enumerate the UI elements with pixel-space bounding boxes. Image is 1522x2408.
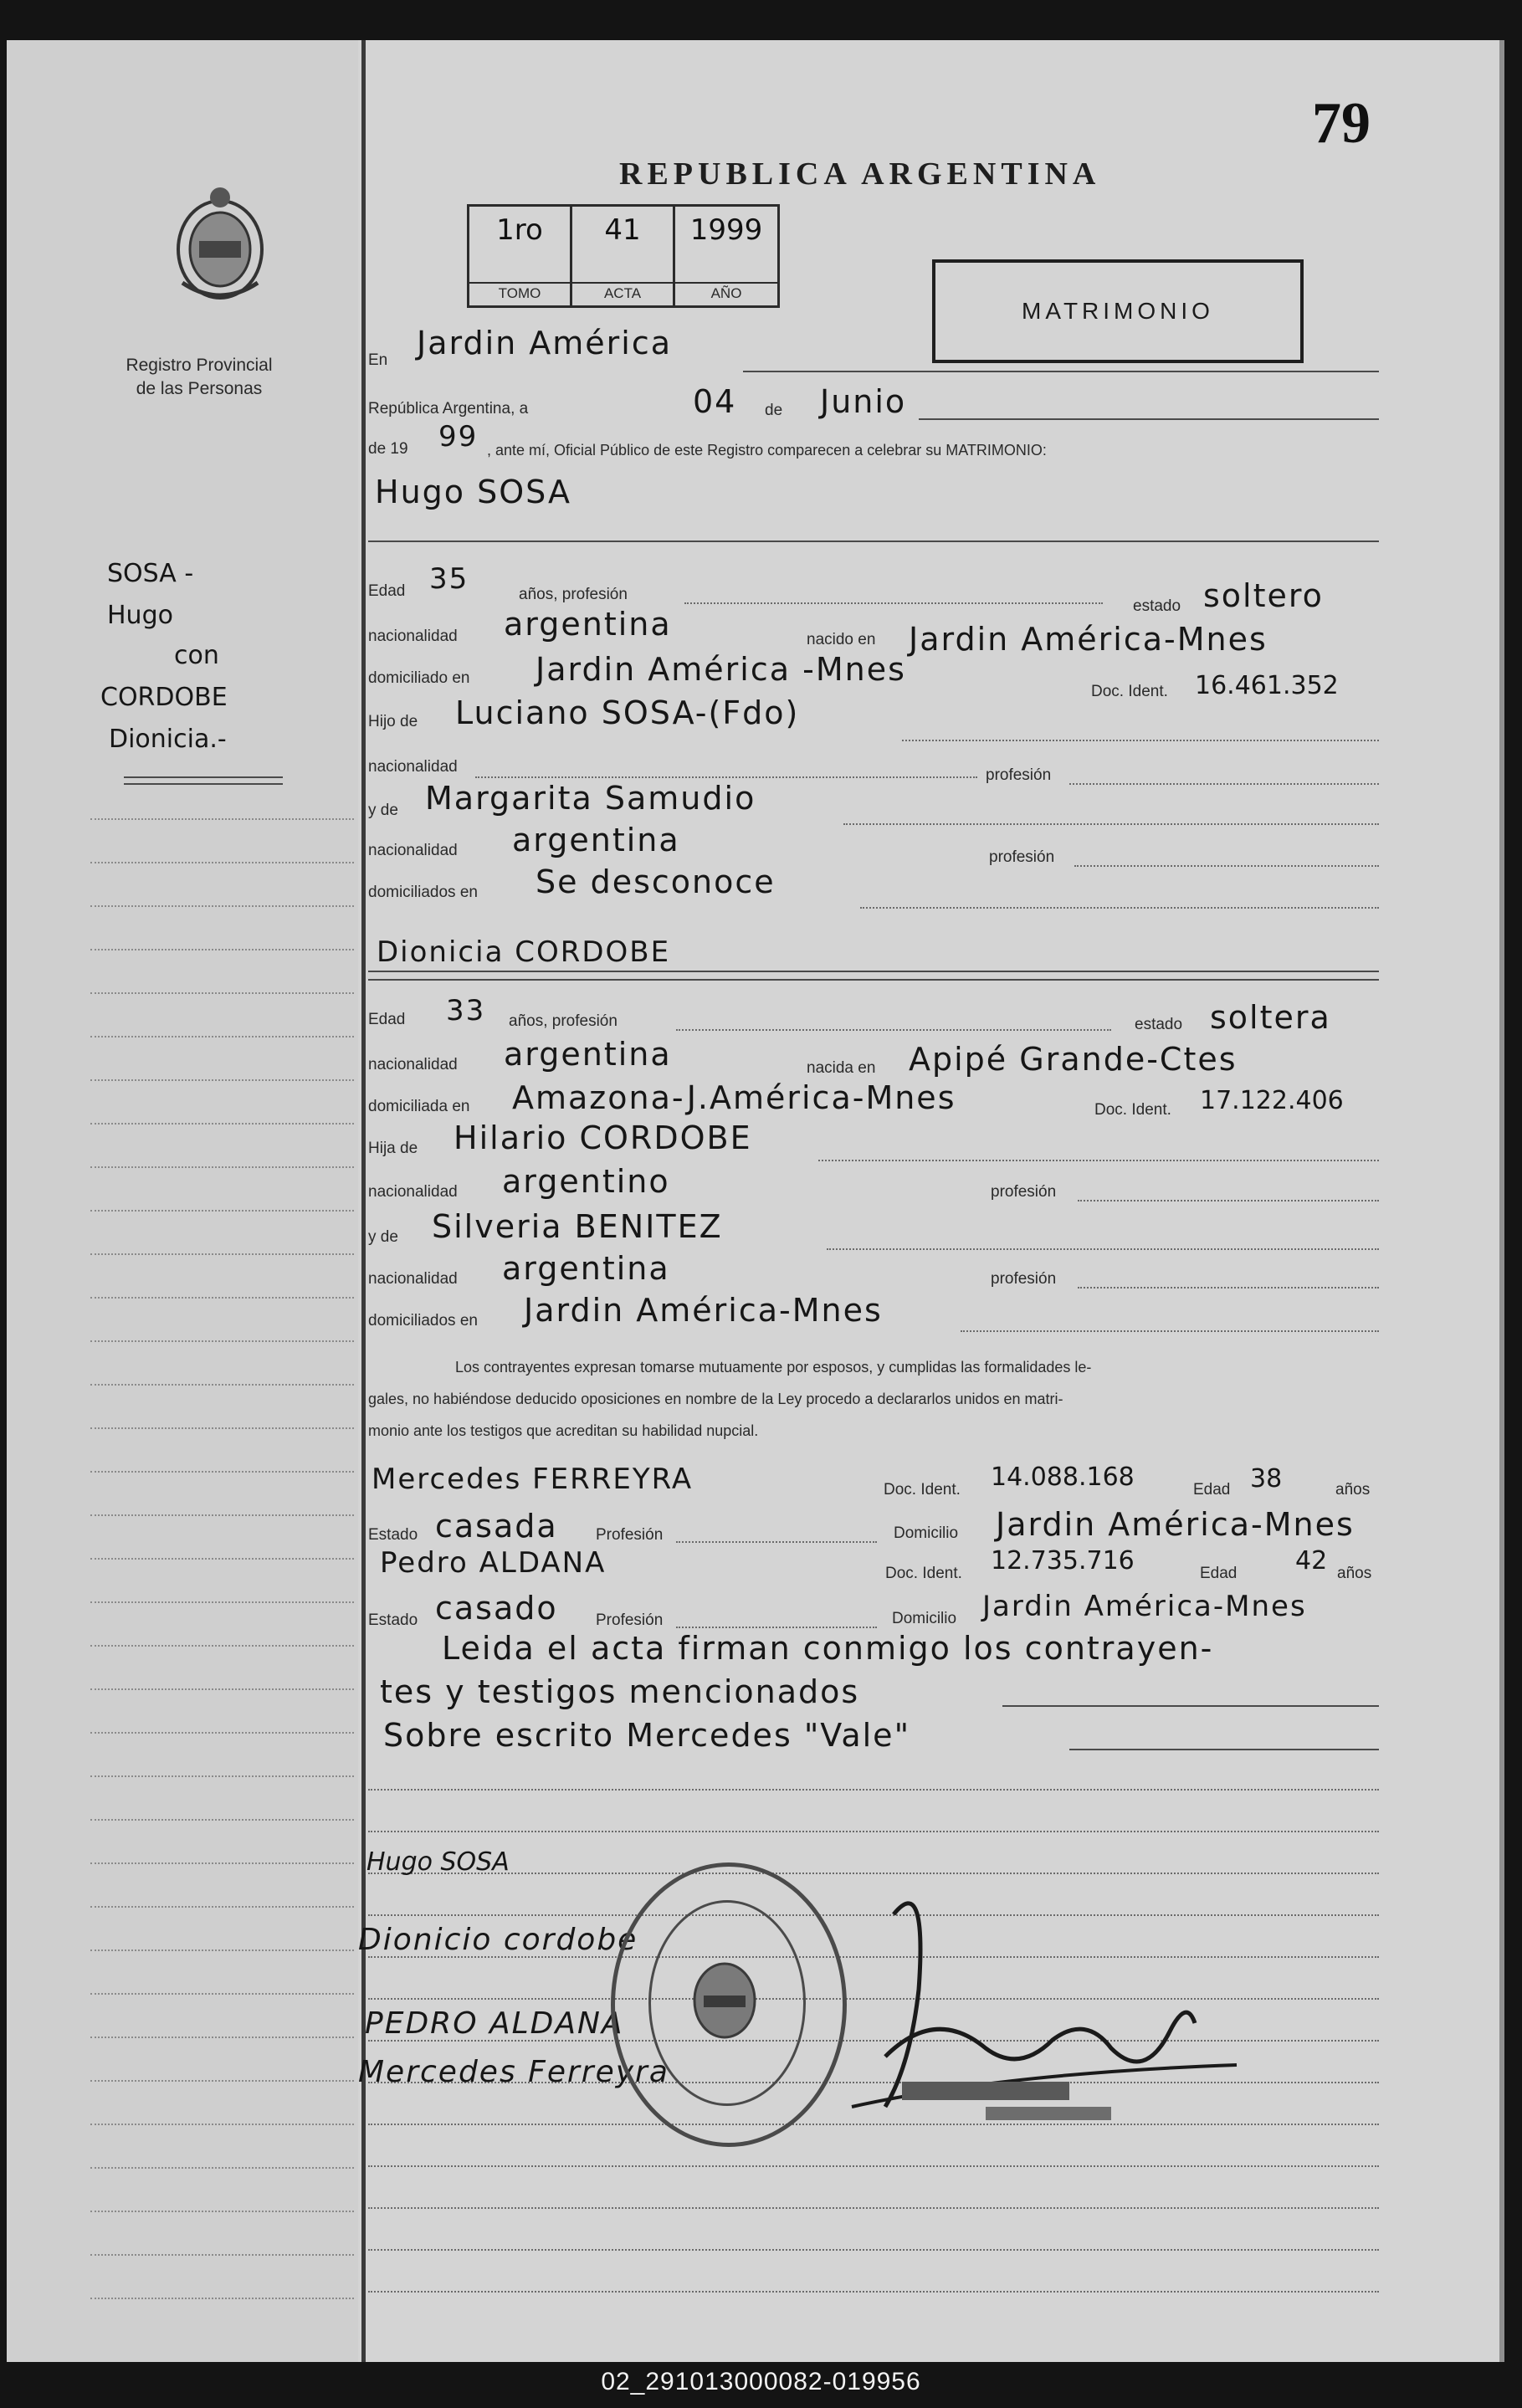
witness-2-dom-label: Domicilio	[892, 1610, 957, 1627]
margin-ruled-line	[90, 2254, 354, 2256]
bride-age: 33	[446, 994, 486, 1027]
registry-line-1: Registro Provincial	[126, 356, 273, 375]
groom-father-nac-line	[475, 776, 977, 778]
bride-name: Dionicia CORDOBE	[377, 935, 671, 969]
day: 04	[693, 383, 737, 420]
en-label: En	[368, 351, 388, 369]
record-type-box	[932, 259, 1304, 363]
tomo-cell	[469, 207, 572, 305]
groom-name-line	[368, 541, 1379, 542]
main-ruled-line	[368, 2207, 1379, 2209]
bride-estado: soltera	[1210, 999, 1331, 1036]
margin-note-line-1: SOSA -	[107, 559, 194, 588]
margin-ruled-line	[90, 2167, 354, 2169]
groom-hijo-label: Hijo de	[368, 713, 418, 730]
bride-mother-nationality: argentina	[502, 1250, 670, 1287]
bride-father-nac-label: nacionalidad	[368, 1183, 458, 1201]
officer-signature-icon	[835, 1856, 1253, 2132]
bride-name-line-2	[368, 979, 1379, 981]
bride-parents-domicile: Jardin América-Mnes	[524, 1292, 883, 1329]
bride-birthplace: Apipé Grande-Ctes	[909, 1041, 1238, 1078]
margin-ruled-line	[90, 2298, 354, 2299]
bride-mother-line	[827, 1248, 1379, 1250]
bride-nacida-label: nacida en	[807, 1059, 876, 1077]
main-ruled-line	[368, 2249, 1379, 2251]
bride-yde-label: y de	[368, 1228, 398, 1246]
witness-1-age: 38	[1250, 1464, 1283, 1493]
groom-parents-domicile-line	[860, 907, 1379, 909]
groom-doms-label: domiciliados en	[368, 884, 478, 901]
ano-label: AÑO	[675, 282, 777, 302]
page-edge	[1499, 40, 1504, 2362]
margin-ruled-line	[90, 1079, 354, 1081]
bride-doc-label: Doc. Ident.	[1094, 1101, 1171, 1119]
margin-note-line-5: Dionicia.-	[109, 725, 227, 754]
margin-ruled-line	[90, 1688, 354, 1690]
groom-dom-label: domiciliado en	[368, 669, 470, 687]
witness-2-doc: 12.735.716	[991, 1546, 1135, 1575]
note-line-2: tes y testigos mencionados	[380, 1673, 860, 1710]
signature-bride: Dionicio cordobe	[358, 1923, 638, 1957]
margin-ruled-line	[90, 1645, 354, 1647]
bride-father-line	[818, 1160, 1379, 1161]
image-id-caption: 02_291013000082-019956	[601, 2368, 921, 2395]
margin-ruled-line	[90, 1949, 354, 1951]
signature-groom: Hugo SOSA	[366, 1847, 510, 1877]
margin-ruled-line	[90, 1340, 354, 1342]
witness-2-estado-label: Estado	[368, 1611, 418, 1629]
official-seal-stamp	[611, 1862, 847, 2147]
witness-1-prof-label: Profesión	[596, 1526, 664, 1544]
place: Jardin América	[417, 325, 673, 361]
groom-parents-domicile: Se desconoce	[536, 863, 776, 900]
groom-father-prof-label: profesión	[986, 766, 1052, 784]
witness-1-prof-line	[676, 1541, 877, 1543]
witness-2-estado: casado	[435, 1590, 558, 1627]
groom-mother-nationality: argentina	[512, 822, 680, 858]
bride-prof-line	[676, 1029, 1111, 1031]
margin-note-line-4: CORDOBE	[100, 683, 228, 712]
bride-mother-prof-label: profesión	[991, 1270, 1057, 1288]
groom-father-line	[902, 740, 1379, 741]
witness-1-doc-label: Doc. Ident.	[884, 1481, 961, 1499]
groom-domicile: Jardin América -Mnes	[536, 651, 906, 688]
witness-2-prof-line	[676, 1627, 877, 1628]
margin-ruled-line	[90, 949, 354, 950]
margin-ruled-line	[90, 1253, 354, 1255]
bride-anos-label: años, profesión	[509, 1012, 618, 1030]
witness-1-estado-label: Estado	[368, 1526, 418, 1544]
margin-ruled-line	[90, 2080, 354, 2082]
bride-father-prof-label: profesión	[991, 1183, 1057, 1201]
bride-father: Hilario CORDOBE	[454, 1119, 752, 1156]
margin-ruled-line	[90, 1862, 354, 1864]
groom-doc-label: Doc. Ident.	[1091, 683, 1168, 700]
bride-edad-label: Edad	[368, 1011, 406, 1028]
margin-ruled-line	[90, 2037, 354, 2038]
witness-1-estado: casada	[435, 1508, 558, 1545]
groom-nacido-label: nacido en	[807, 631, 876, 648]
witness-2-domicile: Jardin América-Mnes	[982, 1590, 1307, 1623]
margin-ruled-line	[90, 1427, 354, 1429]
bride-estado-label: estado	[1135, 1016, 1183, 1033]
margin-ruled-line	[90, 818, 354, 820]
margin-ruled-line	[90, 1297, 354, 1299]
groom-birthplace: Jardin América-Mnes	[909, 621, 1268, 658]
tomo-value: 1ro	[496, 213, 543, 247]
country-title: REPUBLICA ARGENTINA	[619, 156, 1101, 192]
margin-ruled-line	[90, 1384, 354, 1386]
declaration-line-1: Los contrayentes expresan tomarse mutuamente por esposos, y cumplidas las formalidades le-	[455, 1359, 1092, 1376]
margin-ruled-line	[90, 862, 354, 863]
witness-2-age: 42	[1295, 1546, 1328, 1575]
note-line-2-rule	[1002, 1705, 1379, 1707]
page-number: 79	[1312, 91, 1371, 156]
groom-father: Luciano SOSA-(Fdo)	[455, 694, 800, 731]
main-ruled-line	[368, 1789, 1379, 1791]
de-label: de	[765, 402, 783, 419]
margin-ruled-line	[90, 1906, 354, 1908]
signature-witness-2: PEDRO ALDANA	[365, 2006, 624, 2041]
groom-yde-label: y de	[368, 802, 398, 819]
month: Junio	[820, 383, 907, 420]
bride-mother-prof-line	[1078, 1287, 1379, 1289]
margin-ruled-line	[90, 1993, 354, 1995]
registry-name	[90, 354, 308, 401]
witness-2-doc-label: Doc. Ident.	[885, 1565, 962, 1582]
margin-note-underline	[124, 776, 283, 778]
bride-doc: 17.122.406	[1200, 1086, 1344, 1115]
declaration-line-2: gales, no habiéndose deducido oposiciones en nombre de la Ley procedo a declararlos unidos en matri-	[368, 1391, 1063, 1407]
tomo-acta-ano-box	[467, 204, 780, 308]
acta-value: 41	[604, 213, 641, 247]
witness-1-edad-label: Edad	[1193, 1481, 1231, 1499]
margin-ruled-line	[90, 1775, 354, 1777]
margin-ruled-line	[90, 2124, 354, 2125]
acta-label: ACTA	[572, 282, 673, 302]
groom-name: Hugo SOSA	[375, 474, 571, 510]
bride-doms-label: domiciliados en	[368, 1312, 478, 1330]
groom-anos-label: años, profesión	[519, 586, 628, 603]
margin-note-line-3: con	[174, 641, 219, 670]
main-ruled-line	[368, 2291, 1379, 2293]
groom-mother: Margarita Samudio	[425, 780, 756, 817]
note-line-3-rule	[1069, 1749, 1379, 1750]
bride-dom-label: domiciliada en	[368, 1098, 470, 1115]
groom-estado-label: estado	[1133, 597, 1181, 615]
year-suffix: 99	[438, 420, 479, 453]
bride-nac-label: nacionalidad	[368, 1056, 458, 1073]
margin-ruled-line	[90, 1166, 354, 1168]
note-line-1: Leida el acta firman conmigo los contrayen-	[442, 1630, 1214, 1667]
groom-nac-label: nacionalidad	[368, 628, 458, 645]
tomo-label: TOMO	[469, 282, 570, 302]
witness-1-domicile: Jardin América-Mnes	[996, 1506, 1355, 1543]
witness-2-anos-label: años	[1337, 1565, 1372, 1582]
bride-father-nationality: argentino	[502, 1163, 670, 1200]
bride-mother: Silveria BENITEZ	[432, 1208, 723, 1245]
groom-estado: soltero	[1203, 577, 1324, 614]
margin-ruled-line	[90, 1210, 354, 1212]
acta-cell	[572, 207, 675, 305]
bride-mother-nac-label: nacionalidad	[368, 1270, 458, 1288]
record-type: MATRIMONIO	[1022, 298, 1214, 324]
note-line-3: Sobre escrito Mercedes "Vale"	[383, 1717, 911, 1754]
groom-mother-nac-label: nacionalidad	[368, 842, 458, 859]
margin-ruled-line	[90, 1732, 354, 1734]
witness-2-edad-label: Edad	[1200, 1565, 1238, 1582]
groom-mother-prof-label: profesión	[989, 848, 1055, 866]
ano-value: 1999	[689, 213, 763, 247]
margin-ruled-line	[90, 1123, 354, 1125]
coat-of-arms-icon	[166, 182, 274, 308]
bride-domicile: Amazona-J.América-Mnes	[512, 1079, 956, 1116]
margin-ruled-line	[90, 992, 354, 994]
margin-ruled-line	[90, 2211, 354, 2212]
margin-note-line-2: Hugo	[107, 601, 173, 630]
groom-father-prof-line	[1069, 783, 1379, 785]
margin-ruled-line	[90, 1819, 354, 1821]
witness-1-dom-label: Domicilio	[894, 1524, 959, 1542]
groom-nationality: argentina	[504, 606, 672, 643]
seal-emblem-icon	[687, 1959, 762, 2042]
groom-mother-line	[843, 823, 1379, 825]
groom-prof-line	[684, 602, 1103, 604]
declaration-line-3: monio ante los testigos que acreditan su habilidad nupcial.	[368, 1422, 759, 1439]
ano-cell	[675, 207, 777, 305]
bride-hija-label: Hija de	[368, 1140, 418, 1157]
bride-name-line	[368, 971, 1379, 972]
main-ruled-line	[368, 2165, 1379, 2167]
main-ruled-line	[368, 1831, 1379, 1832]
rep-label: República Argentina, a	[368, 400, 529, 418]
bride-parents-domicile-line	[961, 1330, 1379, 1332]
margin-note-underline-2	[124, 783, 283, 785]
margin-ruled-line	[90, 1558, 354, 1560]
groom-edad-label: Edad	[368, 582, 406, 600]
margin-ruled-line	[90, 1601, 354, 1603]
margin-ruled-line	[90, 905, 354, 907]
registry-line-2: de las Personas	[136, 379, 263, 398]
groom-doc: 16.461.352	[1195, 671, 1339, 700]
witness-1-name: Mercedes FERREYRA	[372, 1463, 694, 1496]
groom-mother-prof-line	[1074, 865, 1379, 867]
year-prefix: de 19	[368, 440, 408, 458]
bride-nationality: argentina	[504, 1036, 672, 1073]
register-page	[7, 40, 1504, 2362]
witness-1-doc: 14.088.168	[991, 1463, 1135, 1492]
signature-witness-1: Mercedes Ferreyra	[358, 2055, 669, 2089]
margin-ruled-line	[90, 1036, 354, 1037]
witness-2-name: Pedro ALDANA	[380, 1546, 607, 1580]
groom-father-nac-label: nacionalidad	[368, 758, 458, 776]
margin-ruled-line	[90, 1471, 354, 1473]
bride-father-prof-line	[1078, 1200, 1379, 1201]
place-line	[743, 371, 1379, 372]
month-line	[919, 418, 1379, 420]
witness-2-prof-label: Profesión	[596, 1611, 664, 1629]
witness-1-anos-label: años	[1335, 1481, 1371, 1499]
margin-ruled-line	[90, 1514, 354, 1516]
groom-age: 35	[429, 562, 469, 596]
statement: , ante mí, Oficial Público de este Registro comparecen a celebrar su MATRIMONIO:	[487, 442, 1047, 459]
